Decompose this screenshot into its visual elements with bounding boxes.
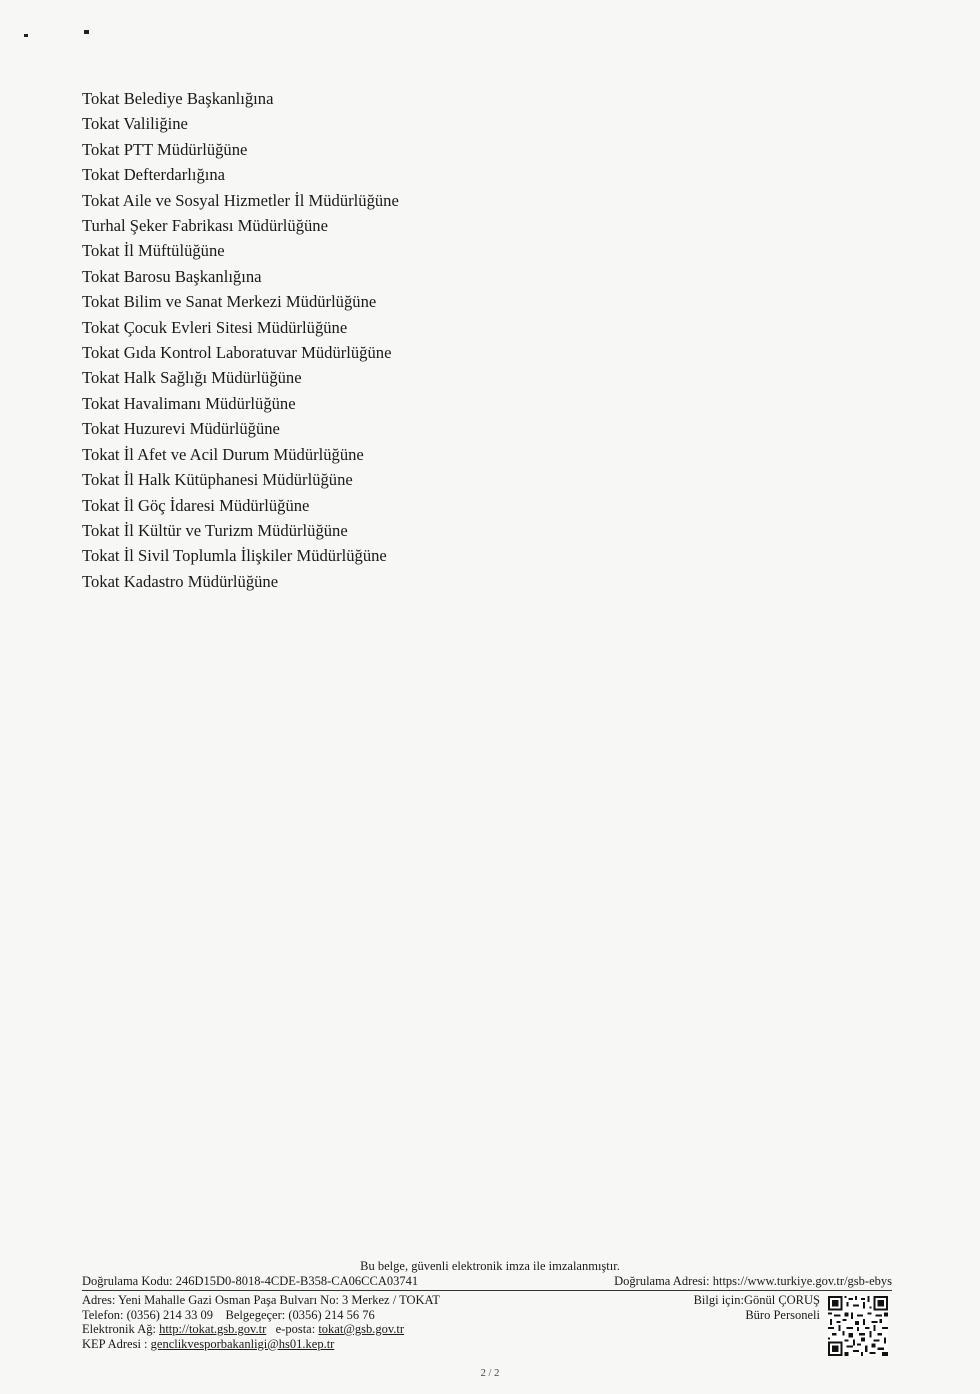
recipient-list	[82, 86, 682, 594]
recipient-item: Tokat PTT Müdürlüğüne	[82, 139, 248, 159]
recipient-item: Tokat Huzurevi Müdürlüğüne	[82, 419, 280, 439]
recipient-item: Tokat Gıda Kontrol Laboratuvar Müdürlüğüne	[82, 343, 392, 363]
page-number: 2 / 2	[480, 1368, 500, 1379]
recipient-item: Turhal Şeker Fabrikası Müdürlüğüne	[82, 216, 328, 236]
address-label: Adres:	[82, 1293, 116, 1307]
info-block	[520, 1293, 820, 1322]
verification-code-block	[82, 1274, 418, 1289]
info-name: Gönül ÇORUŞ	[743, 1293, 820, 1307]
recipient-item: Tokat Belediye Başkanlığına	[82, 89, 274, 108]
verification-address-block	[614, 1274, 892, 1289]
info-label: Bilgi için:	[693, 1293, 744, 1307]
recipient-item: Tokat Defterdarlığına	[82, 165, 226, 185]
info-line	[520, 1293, 820, 1308]
recipient-item: Tokat İl Sivil Toplumla İlişkiler Müdürlüğüne	[82, 546, 387, 566]
recipient-item: Tokat İl Kültür ve Turizm Müdürlüğüne	[82, 520, 348, 540]
recipient-item: Tokat Valiliğine	[82, 114, 188, 134]
kep-link[interactable]: genclikvesporbakanligi@hs01.kep.tr	[150, 1336, 335, 1351]
phone-value: (0356) 214 33 09	[126, 1307, 214, 1322]
info-title: Büro Personeli	[745, 1307, 820, 1322]
footer-divider	[82, 1290, 892, 1291]
e-signature-note: Bu belge, güvenli elektronik imza ile imzalanmıştır.	[360, 1259, 620, 1273]
recipient-item: Tokat İl Göç İdaresi Müdürlüğüne	[82, 495, 310, 515]
scan-speck	[24, 34, 28, 37]
fax-value: (0356) 214 56 76	[288, 1307, 375, 1322]
recipient-item: Tokat Çocuk Evleri Sitesi Müdürlüğüne	[82, 317, 348, 337]
email-link[interactable]: tokat@gsb.gov.tr	[318, 1322, 405, 1336]
web-link[interactable]: http://tokat.gsb.gov.tr	[159, 1322, 267, 1336]
fax-label: Belgegeçer:	[225, 1307, 286, 1322]
verification-code: 246D15D0-8018-4CDE-B358-CA06CCA03741	[175, 1274, 419, 1288]
verification-code-label: Doğrulama Kodu:	[82, 1274, 173, 1288]
web-label: Elektronik Ağ:	[82, 1322, 156, 1336]
verification-address-label: Doğrulama Adresi:	[614, 1274, 710, 1288]
recipient-item: Tokat İl Halk Kütüphanesi Müdürlüğüne	[82, 470, 353, 490]
recipient-item: Tokat Kadastro Müdürlüğüne	[82, 571, 279, 591]
qr-code-icon	[828, 1296, 888, 1356]
recipient-item: Tokat Aile ve Sosyal Hizmetler İl Müdürlüğüne	[82, 190, 399, 210]
kep-label: KEP Adresi :	[82, 1336, 148, 1351]
verification-row	[82, 1274, 892, 1290]
recipient-item: Tokat Havalimanı Müdürlüğüne	[82, 393, 296, 413]
address-value: Yeni Mahalle Gazi Osman Paşa Bulvarı No: 3 Merkez / TOKAT	[118, 1293, 440, 1307]
email-label: e-posta:	[275, 1322, 316, 1336]
verification-address-link[interactable]: https://www.turkiye.gov.tr/gsb-ebys	[712, 1274, 892, 1288]
web-line	[82, 1322, 602, 1337]
recipient-item: Tokat İl Müftülüğüne	[82, 241, 225, 261]
scan-speck	[84, 30, 89, 34]
recipient-item: Tokat İl Afet ve Acil Durum Müdürlüğüne	[82, 444, 364, 464]
kep-line	[82, 1337, 602, 1352]
recipient-item: Tokat Halk Sağlığı Müdürlüğüne	[82, 368, 302, 388]
recipient-item: Tokat Bilim ve Sanat Merkezi Müdürlüğüne	[82, 292, 377, 312]
phone-label: Telefon:	[82, 1307, 124, 1322]
recipient-item: Tokat Barosu Başkanlığına	[82, 266, 262, 286]
